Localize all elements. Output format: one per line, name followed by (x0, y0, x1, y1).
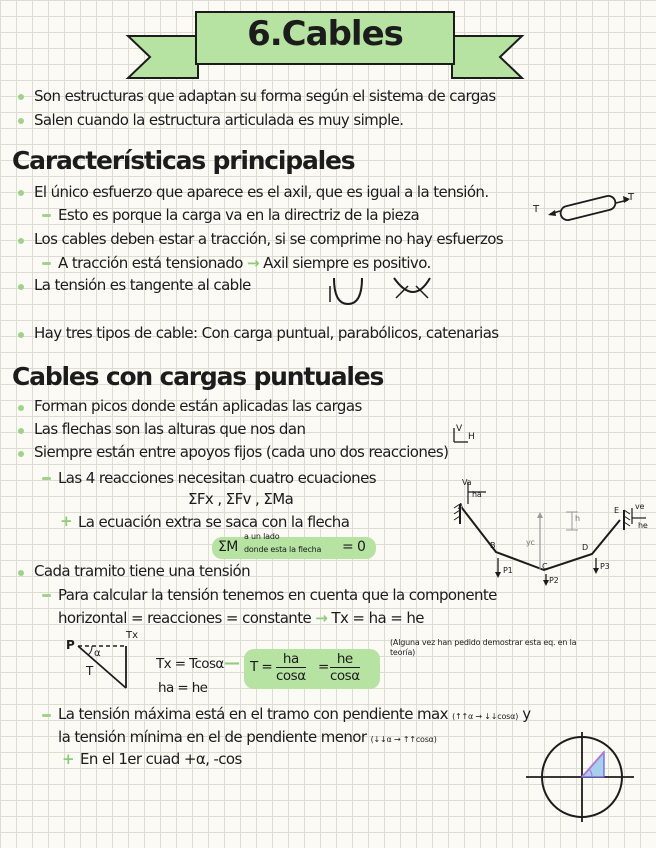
s1-bullet-1: El único esfuerzo que aparece es el axil, que es igual a la tensión. (34, 183, 489, 201)
plus-marker: + (62, 750, 75, 768)
s1-bullet-4: Hay tres tipos de cable: Con carga puntual, parabólicos, catenarias (34, 324, 499, 342)
tension-label-right: T (628, 192, 635, 203)
bullet-dot (18, 284, 24, 290)
diag-A: A (458, 502, 464, 511)
bullet-dot (18, 428, 24, 434)
diag-P2: P2 (549, 576, 559, 585)
tension-fraction-2: $\frac{he}{\cos\alpha}$ (330, 651, 360, 684)
s2-bullet-3-plus: La ecuación extra se saca con la flecha (78, 513, 350, 531)
s2-bullet-5-plus: En el 1er cuad +α, -cos (80, 750, 242, 768)
eq-T-label: T = (250, 659, 273, 675)
eq-ha-he: ha = he (158, 680, 208, 696)
diag-B: B (490, 541, 496, 550)
s2-bullet-4: Cada tramito tiene una tensión (34, 562, 251, 580)
diag-ha: ha (472, 490, 482, 499)
s2-bullet-2: Las flechas son las alturas que nos dan (34, 420, 306, 438)
triangle-Tx: Tx (126, 630, 139, 641)
unit-circle-diagram (520, 730, 638, 824)
diag-ve: ve (635, 502, 645, 511)
dash-marker (42, 477, 51, 480)
diag-he: he (638, 521, 648, 530)
bullet-dot (18, 94, 24, 100)
s1-bullet-2-sub: A tracción está tensionado → Axil siempre es positivo. (58, 254, 431, 272)
section-heading-cargas-puntuales: Cables con cargas puntuales (12, 362, 384, 391)
dash-marker (42, 714, 51, 717)
moment-subscript: donde esta la flecha (244, 545, 322, 554)
intro-line-1: Son estructuras que adaptan su forma según el sistema de cargas (34, 87, 496, 105)
diag-va: Va (462, 478, 472, 487)
h-label: H (468, 432, 475, 442)
s1-bullet-3: La tensión es tangente al cable (34, 276, 251, 294)
s2-bullet-4-sub-2: horizontal = reacciones = constante → Tx = ha = he (58, 609, 424, 627)
diag-P3: P3 (600, 562, 610, 571)
section-heading-caracteristicas: Características principales (12, 146, 355, 175)
page-title: 6.Cables (247, 14, 403, 54)
diag-E: E (614, 506, 619, 515)
diag-h: h (575, 514, 580, 523)
diag-P1: P1 (503, 566, 513, 575)
diag-D: D (582, 543, 588, 552)
bullet-dot (18, 118, 24, 124)
bullet-dot (18, 190, 24, 196)
triangle-alpha: α (94, 648, 101, 659)
tension-label-left: T (533, 204, 540, 215)
s2-bullet-3-sub: Las 4 reacciones necesitan cuatro ecuaciones (58, 469, 376, 487)
equilibrium-equations: ΣFx , ΣFv , ΣMa (188, 490, 294, 508)
force-triangle-diagram (66, 636, 146, 696)
dash-marker (42, 262, 51, 265)
diag-C: C (542, 562, 548, 571)
bullet-dot (18, 332, 24, 338)
eq-equals: = (318, 659, 329, 675)
demonstration-note: (Alguna vez han pedido demostrar esta eq. en la teoría) (390, 638, 577, 657)
tension-fraction-1: $\frac{ha}{\cos\alpha}$ (276, 651, 306, 684)
bullet-dot (18, 405, 24, 411)
bullet-dot (18, 451, 24, 457)
intro-line-2: Salen cuando la estructura articulada es muy simple. (34, 111, 404, 129)
s2-bullet-4-sub-1: Para calcular la tensión tenemos en cuenta que la componente (58, 586, 497, 604)
triangle-P: P (66, 638, 75, 652)
tangent-cable-sketch (324, 272, 440, 312)
s2-bullet-5-line-1: La tensión máxima está en el tramo con pendiente max (↑↑α → ↓↓cosα) y (58, 705, 531, 723)
moment-equals-zero: = 0 (342, 539, 366, 555)
dash-marker (42, 214, 51, 217)
triangle-T: T (86, 664, 94, 678)
s2-bullet-3: Siempre están entre apoyos fijos (cada uno dos reacciones) (34, 443, 449, 461)
eq-arrow: — (224, 653, 240, 672)
diag-yc: yc (526, 538, 535, 547)
plus-marker: + (60, 512, 73, 530)
s1-bullet-2: Los cables deben estar a tracción, si se comprime no hay esfuerzos (34, 230, 504, 248)
cable-tension-figure (528, 192, 644, 228)
moment-superscript: a un lado (244, 532, 280, 541)
eq-tx-tcos: Tx = Tcosα (156, 656, 224, 672)
s1-bullet-1-sub: Esto es porque la carga va en la directriz de la pieza (58, 206, 420, 224)
dash-marker (42, 594, 51, 597)
moment-symbol: ΣM (218, 539, 238, 555)
s2-bullet-1: Forman picos donde están aplicadas las cargas (34, 397, 362, 415)
bullet-dot (18, 570, 24, 576)
v-label: V (456, 424, 462, 434)
bullet-dot (18, 238, 24, 244)
s2-bullet-5-line-2: la tensión mínima en el de pendiente menor (↓↓α → ↑↑cosα) (58, 728, 437, 746)
